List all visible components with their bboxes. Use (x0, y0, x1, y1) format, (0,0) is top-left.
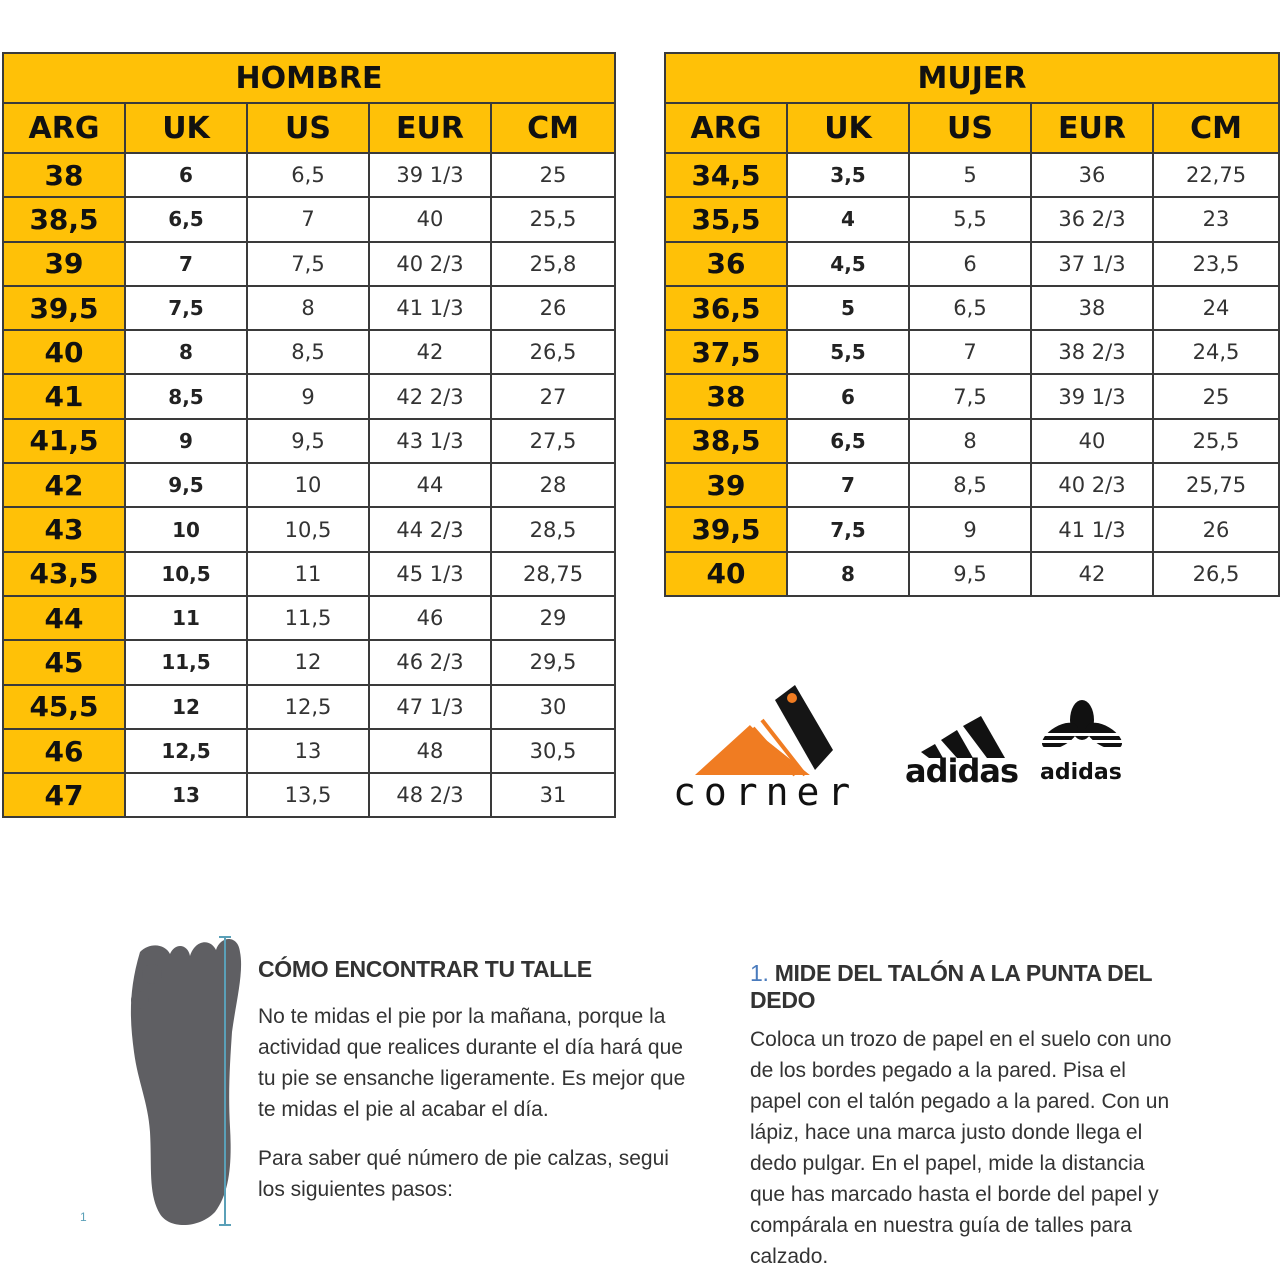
step-number: 1. (750, 960, 769, 986)
table-row (3, 507, 615, 551)
uk-size-cell: 9,5 (125, 463, 247, 507)
adidas-originals-wordmark: adidas (1040, 760, 1122, 785)
uk-size-cell: 7,5 (787, 507, 909, 551)
table-row (665, 153, 1279, 197)
table-row (665, 242, 1279, 286)
arg-size-cell: 42 (3, 463, 125, 507)
eur-size-cell: 41 1/3 (369, 286, 491, 330)
us-size-cell: 13,5 (247, 773, 369, 817)
uk-size-cell: 5,5 (787, 330, 909, 374)
cm-size-cell: 24 (1153, 286, 1279, 330)
us-size-cell: 6,5 (909, 286, 1031, 330)
table-row (3, 685, 615, 729)
uk-size-cell: 6,5 (787, 419, 909, 463)
hombre-header-row (3, 103, 615, 153)
us-size-cell: 10,5 (247, 507, 369, 551)
eur-size-cell: 47 1/3 (369, 685, 491, 729)
cm-size-cell: 25,75 (1153, 463, 1279, 507)
cm-size-cell: 31 (491, 773, 615, 817)
eur-size-cell: 40 2/3 (369, 242, 491, 286)
arg-size-cell: 41 (3, 374, 125, 418)
column-header: UK (125, 103, 247, 153)
us-size-cell: 9 (909, 507, 1031, 551)
arg-size-cell: 36 (665, 242, 787, 286)
arg-size-cell: 38 (3, 153, 125, 197)
arg-size-cell: 38,5 (3, 197, 125, 241)
us-size-cell: 9,5 (909, 552, 1031, 596)
eur-size-cell: 38 (1031, 286, 1153, 330)
us-size-cell: 6 (909, 242, 1031, 286)
figure-number: 1 (80, 1210, 87, 1224)
table-row (665, 286, 1279, 330)
table-row (3, 596, 615, 640)
eur-size-cell: 48 (369, 729, 491, 773)
column-header: US (909, 103, 1031, 153)
us-size-cell: 11,5 (247, 596, 369, 640)
eur-size-cell: 46 (369, 596, 491, 640)
mujer-size-table (664, 52, 1280, 597)
table-row (665, 330, 1279, 374)
brand-logos (665, 670, 1145, 820)
table-row (3, 197, 615, 241)
guide-steps-intro: Para saber qué número de pie calzas, segui los siguientes pasos: (258, 1147, 669, 1201)
eur-size-cell: 42 (1031, 552, 1153, 596)
length-measure-icon (218, 936, 232, 1226)
table-row (3, 374, 615, 418)
uk-size-cell: 5 (787, 286, 909, 330)
cm-size-cell: 28,75 (491, 552, 615, 596)
us-size-cell: 9,5 (247, 419, 369, 463)
table-row (3, 330, 615, 374)
uk-size-cell: 4 (787, 197, 909, 241)
arg-size-cell: 38,5 (665, 419, 787, 463)
eur-size-cell: 43 1/3 (369, 419, 491, 463)
us-size-cell: 5,5 (909, 197, 1031, 241)
table-row (3, 419, 615, 463)
arg-size-cell: 39 (3, 242, 125, 286)
column-header: CM (1153, 103, 1279, 153)
arg-size-cell: 40 (3, 330, 125, 374)
table-row (3, 286, 615, 330)
column-header: ARG (665, 103, 787, 153)
eur-size-cell: 44 (369, 463, 491, 507)
measuring-guide (40, 922, 1190, 1268)
table-row (3, 729, 615, 773)
guide-heading: CÓMO ENCONTRAR TU TALLE (258, 956, 592, 982)
hombre-title: HOMBRE (3, 53, 615, 103)
step-title: MIDE DEL TALÓN A LA PUNTA DEL DEDO (750, 960, 1152, 1013)
cm-size-cell: 24,5 (1153, 330, 1279, 374)
cm-size-cell: 30 (491, 685, 615, 729)
table-row (3, 153, 615, 197)
arg-size-cell: 37,5 (665, 330, 787, 374)
uk-size-cell: 11,5 (125, 640, 247, 684)
column-header: US (247, 103, 369, 153)
uk-size-cell: 4,5 (787, 242, 909, 286)
cm-size-cell: 22,75 (1153, 153, 1279, 197)
arg-size-cell: 40 (665, 552, 787, 596)
us-size-cell: 13 (247, 729, 369, 773)
step-text: Coloca un trozo de papel en el suelo con uno de los bordes pegado a la pared. Pisa el papel con el talón pegado a la pared. Con un lápiz, hace una marca justo donde llega el dedo pulgar. En el papel, mide la distancia que has marcado hasta el borde del papel y compárala en nuestra guía de talles para calzado. (750, 1028, 1172, 1268)
cm-size-cell: 26 (491, 286, 615, 330)
table-row (665, 463, 1279, 507)
us-size-cell: 9 (247, 374, 369, 418)
us-size-cell: 8 (247, 286, 369, 330)
table-row (3, 242, 615, 286)
uk-size-cell: 8 (125, 330, 247, 374)
table-row (3, 640, 615, 684)
cm-size-cell: 26,5 (1153, 552, 1279, 596)
table-row (665, 419, 1279, 463)
eur-size-cell: 48 2/3 (369, 773, 491, 817)
step-heading (750, 960, 1180, 1014)
cm-size-cell: 23 (1153, 197, 1279, 241)
us-size-cell: 8 (909, 419, 1031, 463)
us-size-cell: 7,5 (247, 242, 369, 286)
guide-intro: No te midas el pie por la mañana, porque la actividad que realices durante el día hará que tu pie se ensanche ligeramente. Es mejor que te midas el pie al acabar el día. (258, 1005, 686, 1121)
eur-size-cell: 42 2/3 (369, 374, 491, 418)
uk-size-cell: 11 (125, 596, 247, 640)
arg-size-cell: 41,5 (3, 419, 125, 463)
table-row (3, 773, 615, 817)
arg-size-cell: 35,5 (665, 197, 787, 241)
step-column (750, 960, 1180, 1272)
eur-size-cell: 40 (369, 197, 491, 241)
us-size-cell: 8,5 (909, 463, 1031, 507)
us-size-cell: 7 (247, 197, 369, 241)
arg-size-cell: 39,5 (3, 286, 125, 330)
eur-size-cell: 37 1/3 (1031, 242, 1153, 286)
cm-size-cell: 25,5 (491, 197, 615, 241)
us-size-cell: 5 (909, 153, 1031, 197)
eur-size-cell: 46 2/3 (369, 640, 491, 684)
us-size-cell: 6,5 (247, 153, 369, 197)
us-size-cell: 7 (909, 330, 1031, 374)
arg-size-cell: 47 (3, 773, 125, 817)
uk-size-cell: 12,5 (125, 729, 247, 773)
eur-size-cell: 39 1/3 (1031, 374, 1153, 418)
mujer-title: MUJER (665, 53, 1279, 103)
arg-size-cell: 46 (3, 729, 125, 773)
us-size-cell: 12,5 (247, 685, 369, 729)
uk-size-cell: 8,5 (125, 374, 247, 418)
eur-size-cell: 40 2/3 (1031, 463, 1153, 507)
table-row (665, 374, 1279, 418)
cm-size-cell: 29 (491, 596, 615, 640)
cm-size-cell: 25 (1153, 374, 1279, 418)
arg-size-cell: 34,5 (665, 153, 787, 197)
uk-size-cell: 6,5 (125, 197, 247, 241)
arg-size-cell: 45 (3, 640, 125, 684)
eur-size-cell: 42 (369, 330, 491, 374)
corner-wordmark: corner (673, 770, 859, 814)
cm-size-cell: 29,5 (491, 640, 615, 684)
table-row (3, 552, 615, 596)
arg-size-cell: 43,5 (3, 552, 125, 596)
us-size-cell: 8,5 (247, 330, 369, 374)
eur-size-cell: 36 (1031, 153, 1153, 197)
arg-size-cell: 44 (3, 596, 125, 640)
column-header: EUR (369, 103, 491, 153)
uk-size-cell: 10,5 (125, 552, 247, 596)
us-size-cell: 11 (247, 552, 369, 596)
cm-size-cell: 25,5 (1153, 419, 1279, 463)
how-to-column (258, 956, 698, 1205)
arg-size-cell: 38 (665, 374, 787, 418)
table-row (3, 463, 615, 507)
us-size-cell: 7,5 (909, 374, 1031, 418)
column-header: CM (491, 103, 615, 153)
uk-size-cell: 8 (787, 552, 909, 596)
cm-size-cell: 23,5 (1153, 242, 1279, 286)
adidas-performance-wordmark: adidas (905, 752, 1019, 790)
arg-size-cell: 45,5 (3, 685, 125, 729)
uk-size-cell: 3,5 (787, 153, 909, 197)
eur-size-cell: 36 2/3 (1031, 197, 1153, 241)
cm-size-cell: 28,5 (491, 507, 615, 551)
cm-size-cell: 30,5 (491, 729, 615, 773)
arg-size-cell: 39,5 (665, 507, 787, 551)
cm-size-cell: 25,8 (491, 242, 615, 286)
cm-size-cell: 26,5 (491, 330, 615, 374)
eur-size-cell: 44 2/3 (369, 507, 491, 551)
uk-size-cell: 10 (125, 507, 247, 551)
uk-size-cell: 6 (125, 153, 247, 197)
hombre-size-table (2, 52, 616, 818)
eur-size-cell: 41 1/3 (1031, 507, 1153, 551)
cm-size-cell: 26 (1153, 507, 1279, 551)
table-row (665, 507, 1279, 551)
column-header: UK (787, 103, 909, 153)
cm-size-cell: 25 (491, 153, 615, 197)
eur-size-cell: 40 (1031, 419, 1153, 463)
table-row (665, 552, 1279, 596)
uk-size-cell: 7 (125, 242, 247, 286)
adidas-trefoil-icon (1040, 700, 1124, 758)
us-size-cell: 10 (247, 463, 369, 507)
cm-size-cell: 27,5 (491, 419, 615, 463)
uk-size-cell: 7,5 (125, 286, 247, 330)
uk-size-cell: 12 (125, 685, 247, 729)
mujer-header-row (665, 103, 1279, 153)
cm-size-cell: 27 (491, 374, 615, 418)
column-header: ARG (3, 103, 125, 153)
arg-size-cell: 43 (3, 507, 125, 551)
uk-size-cell: 13 (125, 773, 247, 817)
eur-size-cell: 38 2/3 (1031, 330, 1153, 374)
column-header: EUR (1031, 103, 1153, 153)
arg-size-cell: 36,5 (665, 286, 787, 330)
table-row (665, 197, 1279, 241)
us-size-cell: 12 (247, 640, 369, 684)
eur-size-cell: 39 1/3 (369, 153, 491, 197)
arg-size-cell: 39 (665, 463, 787, 507)
eur-size-cell: 45 1/3 (369, 552, 491, 596)
uk-size-cell: 9 (125, 419, 247, 463)
uk-size-cell: 6 (787, 374, 909, 418)
uk-size-cell: 7 (787, 463, 909, 507)
cm-size-cell: 28 (491, 463, 615, 507)
